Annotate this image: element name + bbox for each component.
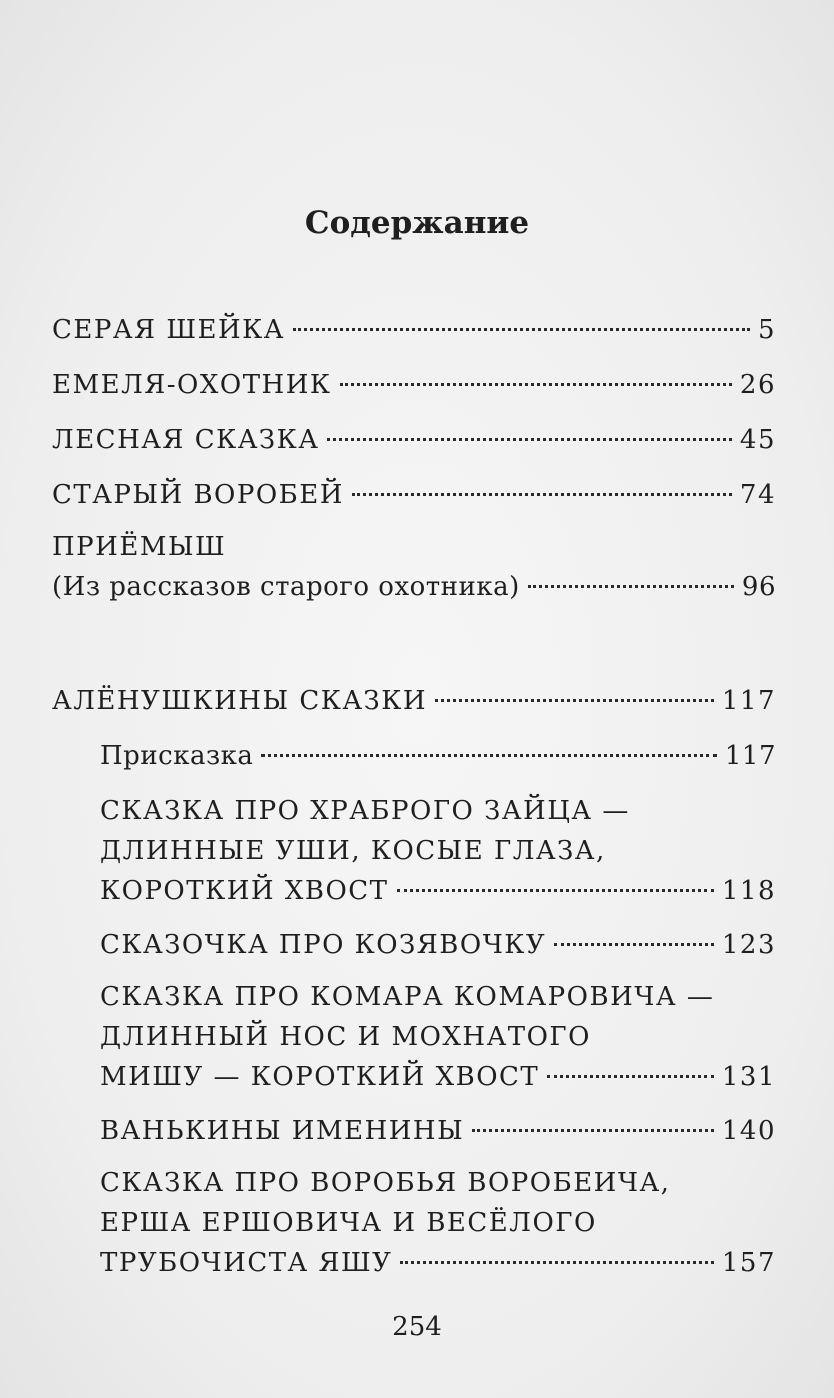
- toc-entry-title: ЛЕСНАЯ СКАЗКА: [52, 425, 320, 455]
- toc-entry-title-line: ЕРША ЕРШОВИЧА И ВЕСЁЛОГО: [100, 1208, 597, 1238]
- toc-entry: [52, 686, 776, 716]
- dot-leader: [400, 1261, 713, 1264]
- toc-entry-title: СКАЗОЧКА ПРО КОЗЯВОЧКУ: [100, 930, 547, 960]
- toc-entry-page: 5: [757, 315, 776, 345]
- toc-entry-title-line: ПРИЁМЫШ: [52, 532, 227, 562]
- toc-entry: [52, 425, 776, 455]
- toc-sub-entry: [100, 1248, 776, 1278]
- page-number: 254: [392, 1312, 442, 1342]
- dot-leader: [472, 1129, 714, 1132]
- toc-entry-subtitle: (Из рассказов старого охотника): [52, 572, 520, 602]
- toc-entry-page: 123: [721, 930, 776, 960]
- toc-entry-title: ВАНЬКИНЫ ИМЕНИНЫ: [100, 1116, 465, 1146]
- toc-entry-page: 96: [741, 572, 776, 602]
- toc-entry-title-line: ДЛИННЫЙ НОС И МОХНАТОГО: [100, 1022, 591, 1052]
- toc-entry-title: МИШУ — КОРОТКИЙ ХВОСТ: [100, 1062, 540, 1092]
- dot-leader: [327, 438, 731, 441]
- dot-leader: [261, 754, 716, 757]
- dot-leader: [547, 1075, 714, 1078]
- toc-sub-entry: [100, 930, 776, 960]
- toc-entry: [52, 370, 776, 400]
- dot-leader: [435, 699, 714, 702]
- toc-entry-page: 118: [721, 876, 776, 906]
- page-title: Содержание: [304, 205, 530, 241]
- toc-entry-title-line: ДЛИННЫЕ УШИ, КОСЫЕ ГЛАЗА,: [100, 836, 606, 866]
- toc-entry-page: 74: [739, 480, 776, 510]
- dot-leader: [352, 493, 732, 496]
- toc-entry-page: 45: [739, 425, 776, 455]
- toc-entry-title: СТАРЫЙ ВОРОБЕЙ: [52, 480, 344, 510]
- toc-entry-title-line: СКАЗКА ПРО ВОРОБЬЯ ВОРОБЕИЧА,: [100, 1168, 671, 1198]
- toc-entry-page: 26: [739, 370, 776, 400]
- toc-entry-title-line: СКАЗКА ПРО ХРАБРОГО ЗАЙЦА —: [100, 796, 630, 826]
- toc-sub-entry: [100, 1062, 776, 1092]
- toc-entry: [52, 480, 776, 510]
- toc-sub-entry: [100, 1116, 776, 1146]
- toc-entry-page: 157: [721, 1248, 776, 1278]
- dot-leader: [554, 943, 714, 946]
- toc-entry-title: Присказка: [100, 741, 254, 771]
- dot-leader: [340, 383, 732, 386]
- toc-entry-page: 117: [721, 686, 776, 716]
- toc-entry: [52, 572, 776, 602]
- toc-entry-page: 140: [721, 1116, 776, 1146]
- dot-leader: [293, 328, 750, 331]
- dot-leader: [528, 585, 734, 588]
- toc-sub-entry: [100, 876, 776, 906]
- toc-entry-page: 131: [721, 1062, 776, 1092]
- toc-entry: [52, 315, 776, 345]
- toc-entry-title: ЕМЕЛЯ-ОХОТНИК: [52, 370, 332, 400]
- toc-entry-title: ТРУБОЧИСТА ЯШУ: [100, 1248, 393, 1278]
- dot-leader: [397, 889, 714, 892]
- toc-entry-page: 117: [724, 741, 776, 771]
- toc-entry-title-line: СКАЗКА ПРО КОМАРА КОМАРОВИЧА —: [100, 982, 715, 1012]
- toc-entry-title: КОРОТКИЙ ХВОСТ: [100, 876, 389, 906]
- toc-entry-title: АЛЁНУШКИНЫ СКАЗКИ: [52, 686, 428, 716]
- toc-sub-entry: [100, 741, 776, 771]
- toc-entry-title: СЕРАЯ ШЕЙКА: [52, 315, 285, 345]
